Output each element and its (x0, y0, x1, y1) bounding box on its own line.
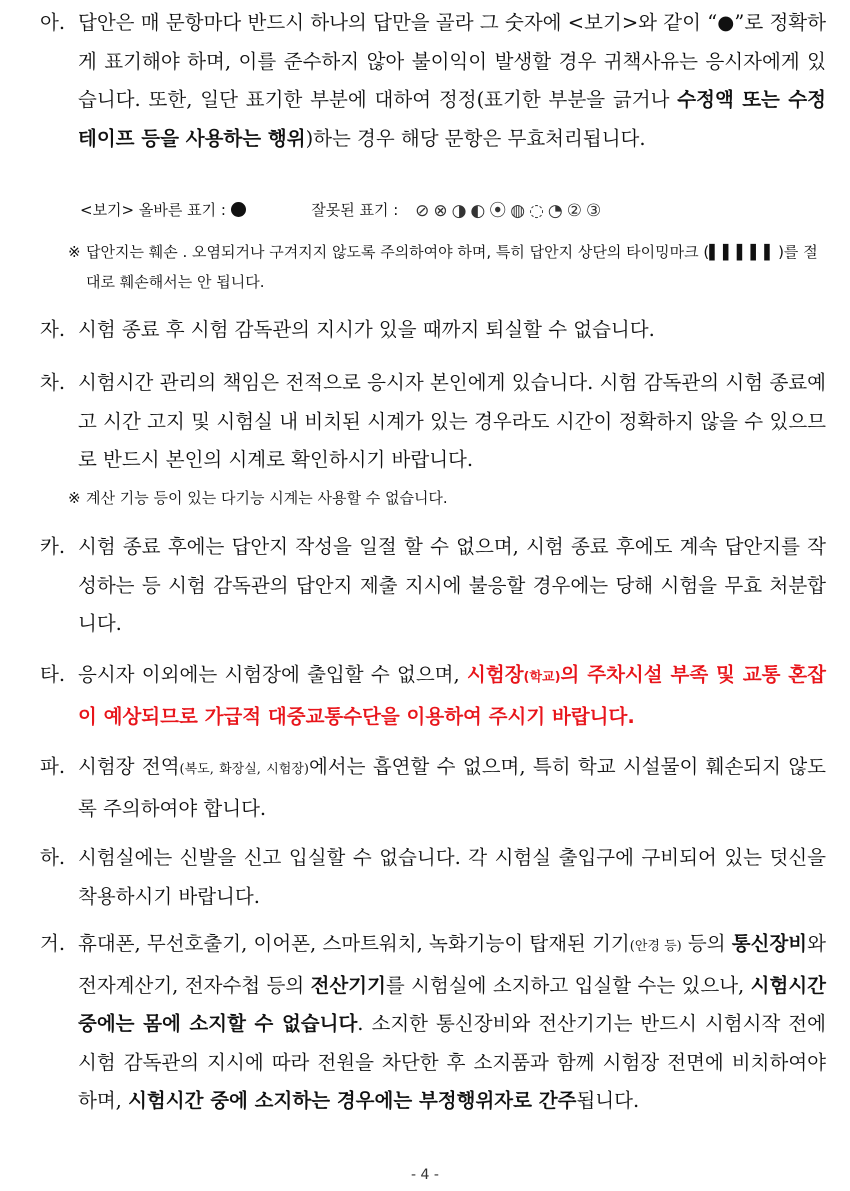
note-mark: ※ (68, 243, 81, 261)
item-ha (40, 839, 826, 916)
item-marker: 파. (40, 755, 66, 778)
timing-mark-icon: ▌▌▌▌▌ (709, 245, 779, 261)
text-run: 와 전자계산기, 전자수첩 등의 (78, 932, 826, 997)
bold-text: 시험시간 중에 소지하는 경우에는 부정행위자로 간주 (128, 1089, 577, 1112)
small-text: (안경 등) (629, 939, 682, 954)
text-run: 를 시험실에 소지하고 입실할 수는 있으나, (385, 973, 751, 997)
item-text (78, 4, 826, 158)
item-ja (40, 311, 826, 350)
item-ka (40, 528, 826, 644)
warning-text: 시험장 (467, 663, 524, 686)
item-geo (40, 925, 826, 1121)
note-watch (68, 484, 828, 513)
page-number: - 4 - (411, 1167, 439, 1183)
item-text (78, 748, 826, 828)
text-run: 답안은 매 문항마다 반드시 하나의 답만을 골라 그 숫자에 <보기>와 같이 “●”로 정확하게 표기해야 하며, 이를 준수하지 않아 불이익이 발생할 경우 귀책사유는 응시자에게 있습니다. 또한, 일단 표기한 부분에 대하여 정정(표기한 부분을 긁거나 (78, 11, 826, 111)
item-marker: 거. (40, 932, 66, 955)
item-text (78, 656, 826, 736)
item-text: 시험 종료 후 시험 감독관의 지시가 있을 때까지 퇴실할 수 없습니다. (78, 318, 655, 341)
warning-text: 의 주차시설 부족 및 교통 혼잡이 예상되므로 가급적 대중교통수단을 이용하여 주시기 바랍니다. (78, 663, 826, 728)
bold-text: 통신장비 (731, 932, 808, 955)
bold-text: 전산기기 (310, 973, 386, 997)
item-cha (40, 364, 826, 480)
item-marker: 하. (40, 846, 66, 869)
text-run: 됩니다. (576, 1089, 640, 1112)
note-text: 답안지는 훼손 . 오염되거나 구겨지지 않도록 주의하여야 하며, 특히 답안지 상단의 타이밍마크 ( (86, 243, 710, 261)
item-ta (40, 656, 826, 736)
wrong-label: 잘못된 표기 : (311, 201, 399, 219)
note-answer-sheet (68, 238, 828, 296)
warning-text-small: (학교) (523, 670, 561, 685)
note-text: 계산 기능 등이 있는 다기능 시계는 사용할 수 없습니다. (86, 489, 448, 507)
marking-example (80, 196, 605, 221)
item-marker: 카. (40, 535, 66, 558)
small-text: (복도, 화장실, 시험장) (179, 762, 309, 777)
item-pa (40, 748, 826, 828)
item-text: 시험시간 관리의 책임은 전적으로 응시자 본인에게 있습니다. 시험 감독관의 시험 종료예고 시간 고지 및 시험실 내 비치된 시계가 있는 경우라도 시간이 정확하지 않을 수 있으므로 반드시 본인의 시계로 확인하시기 바랍니다. (78, 371, 826, 471)
item-text (78, 925, 826, 1121)
text-run: 휴대폰, 무선호출기, 이어폰, 스마트워치, 녹화기능이 탑재된 기기 (78, 932, 630, 955)
item-text: 시험 종료 후에는 답안지 작성을 일절 할 수 없으며, 시험 종료 후에도 계속 답안지를 작성하는 등 시험 감독관의 답안지 제출 지시에 불응할 경우에는 당해 시험을 무효 처분합니다. (78, 535, 826, 635)
text-run: 등의 (681, 932, 732, 955)
bold-text: 시험시간 중에는 몸에 소지할 수 없습니다 (78, 973, 826, 1035)
item-text: 시험실에는 신발을 신고 입실할 수 없습니다. 각 시험실 출입구에 구비되어 있는 덧신을 착용하시기 바랍니다. (78, 846, 826, 908)
wrong-marks-icons: ⊘⊗◑◐⦿◍◌◔②③ (415, 201, 606, 221)
filled-dot-icon (231, 202, 246, 217)
item-marker: 아. (40, 11, 66, 34)
item-marker: 차. (40, 371, 66, 394)
bold-text: 수정액 또는 수정테이프 등을 사용하는 행위 (78, 88, 827, 150)
item-marker: 자. (40, 318, 66, 341)
item-marker: 타. (40, 663, 66, 686)
text-run: )하는 경우 해당 문항은 무효처리됩니다. (305, 126, 646, 150)
text-run: 응시자 이외에는 시험장에 출입할 수 없으며, (78, 663, 468, 686)
text-run: 시험장 전역 (78, 755, 180, 778)
text-run: 에서는 흡연할 수 없으며, 특히 학교 시설물이 훼손되지 않도록 주의하여야 합니다. (78, 755, 827, 820)
text-run: . 소지한 통신장비와 전산기기는 반드시 시험시작 전에 시험 감독관의 지시에 따라 전원을 차단한 후 소지품과 함께 시험장 전면에 비치하여야 하며, (78, 1012, 826, 1112)
note-text: )를 절대로 훼손해서는 안 됩니다. (86, 243, 818, 291)
note-mark: ※ (68, 489, 81, 507)
item-a (40, 4, 826, 158)
correct-label: <보기> 올바른 표기 : (80, 201, 226, 219)
